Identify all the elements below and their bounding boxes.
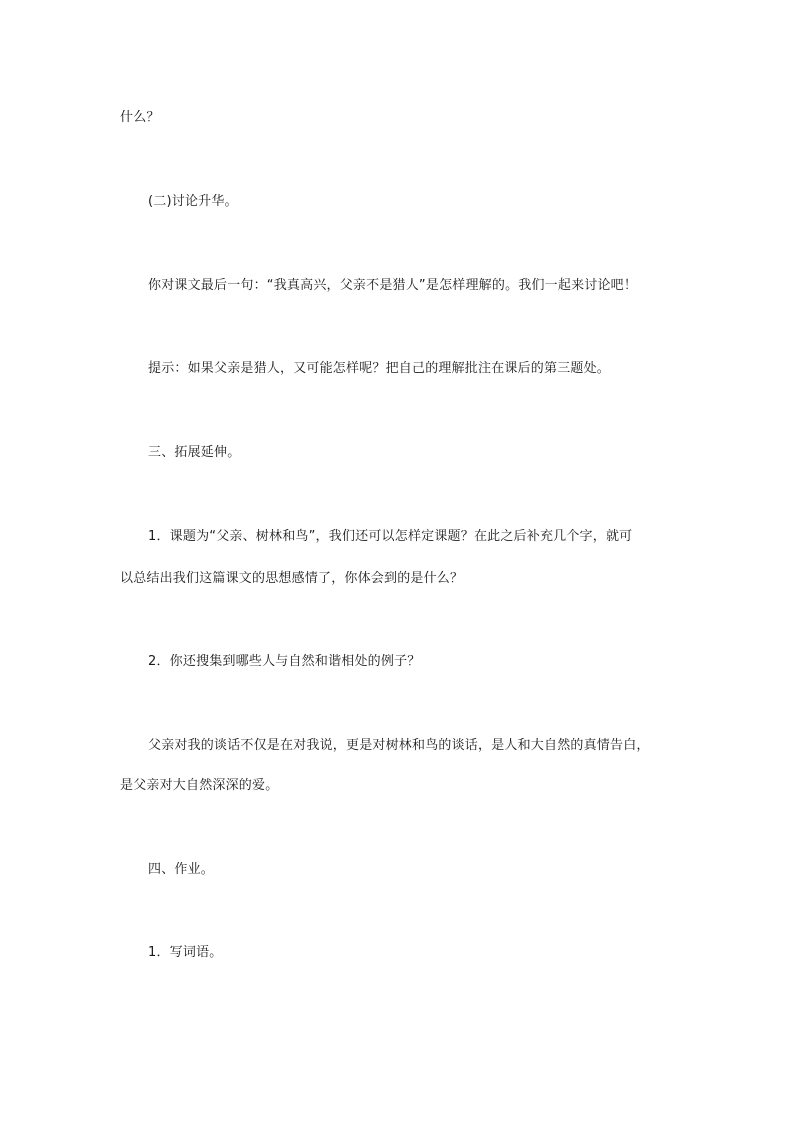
paragraph-hint: 提示：如果父亲是猎人，又可能怎样呢？把自己的理解批注在课后的第三题处。 (148, 361, 611, 376)
paragraph-question: 你对课文最后一句：“我真高兴，父亲不是猎人”是怎样理解的。我们一起来讨论吧！ (148, 278, 638, 293)
item-2: 2．你还搜集到哪些人与自然和谐相处的例子？ (148, 654, 421, 669)
paragraph-father-line-1: 父亲对我的谈话不仅是在对我说，更是对树林和鸟的谈话，是人和大自然的真情告白， (148, 738, 650, 753)
section-heading-extension: 三、拓展延伸。 (148, 445, 241, 460)
text-line-continuation: 什么？ (120, 110, 160, 125)
paragraph-father-line-2: 是父亲对大自然深深的爱。 (120, 778, 279, 793)
subheading-discussion: (二)讨论升华。 (148, 194, 238, 209)
section-heading-homework: 四、作业。 (148, 862, 215, 877)
homework-item-1: 1．写词语。 (148, 945, 223, 960)
item-1-line-2: 以总结出我们这篇课文的思想感情了，你体会到的是什么？ (120, 571, 464, 586)
item-1-line-1: 1．课题为“父亲、树林和鸟”，我们还可以怎样定课题？在此之后补充几个字，就可 (148, 529, 633, 544)
